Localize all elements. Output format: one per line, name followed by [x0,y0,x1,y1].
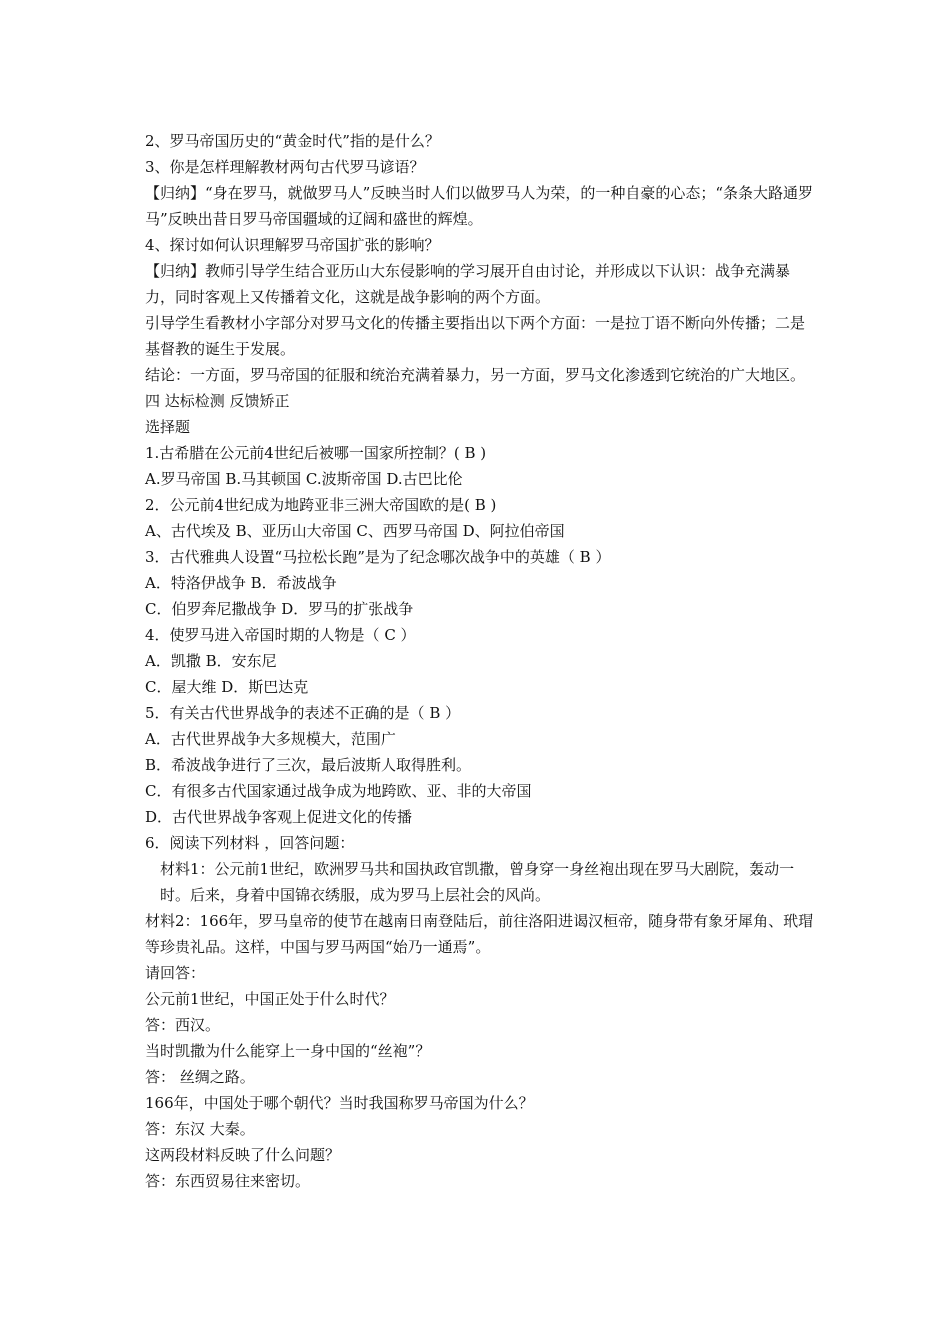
document-page [145,128,815,1194]
sub-question-2: 当时凯撒为什么能穿上一身中国的“丝袍”？ [145,1042,431,1060]
mc-options-2: A、古代埃及 B、亚历山大帝国 C、西罗马帝国 D、阿拉伯帝国 [145,522,565,540]
answer-3: 答：东汉 大秦。 [145,1120,255,1138]
multiple-choice-heading: 选择题 [145,418,191,436]
mc-option-5b: B．希波战争进行了三次，最后波斯人取得胜利。 [145,756,472,774]
summary-expansion: 【归纳】教师引导学生结合亚历山大东侵影响的学习展开自由讨论，并形成以下认识：战争充满暴力，同时客观上又传播着文化，这就是战争影响的两个方面。 [145,262,791,306]
mc-options-4a: A．凯撒 B．安东尼 [145,652,277,670]
mc-options-3b: C．伯罗奔尼撒战争 D．罗马的扩张战争 [145,600,414,618]
mc-option-5c: C．有很多古代国家通过战争成为地跨欧、亚、非的大帝国 [145,782,532,800]
mc-options-4b: C．屋大维 D．斯巴达克 [145,678,309,696]
question-2: 2、罗马帝国历史的“黄金时代”指的是什么？ [145,132,440,150]
answer-1: 答：西汉。 [145,1016,221,1034]
answer-4: 答：东西贸易往来密切。 [145,1172,311,1190]
question-3: 3、你是怎样理解教材两句古代罗马谚语？ [145,158,425,176]
mc-question-5: 5．有关古代世界战争的表述不正确的是（ B ） [145,704,461,722]
section-heading-4: 四 达标检测 反馈矫正 [145,392,290,410]
mc-question-3: 3．古代雅典人设置“马拉松长跑”是为了纪念哪次战争中的英雄（ B ） [145,548,611,566]
material-1: 材料1：公元前1世纪，欧洲罗马共和国执政官凯撒，曾身穿一身丝袍出现在罗马大剧院，轰动一时。后来，身着中国锦衣绣服，成为罗马上层社会的风尚。 [160,860,795,904]
please-answer: 请回答： [145,964,206,982]
mc-question-2: 2．公元前4世纪成为地跨亚非三洲大帝国欧的是( B ) [145,496,497,514]
mc-question-1: 1.古希腊在公元前4世纪后被哪一国家所控制？( B ) [145,444,487,462]
mc-option-5a: A．古代世界战争大多规模大，范围广 [145,730,396,748]
guide-roman-culture: 引导学生看教材小字部分对罗马文化的传播主要指出以下两个方面：一是拉丁语不断向外传播；二是基督教的诞生于发展。 [145,314,806,358]
conclusion: 结论：一方面，罗马帝国的征服和统治充满着暴力，另一方面，罗马文化渗透到它统治的广大地区。 [145,366,806,384]
mc-options-3a: A．特洛伊战争 B．希波战争 [145,574,337,592]
mc-options-1: A.罗马帝国 B.马其顿国 C.波斯帝国 D.古巴比伦 [145,470,463,488]
reading-question-6: 6．阅读下列材料 ，回答问题： [145,834,355,852]
sub-question-3: 166年，中国处于哪个朝代？当时我国称罗马帝国为什么？ [145,1094,534,1112]
sub-question-1: 公元前1世纪，中国正处于什么时代？ [145,990,395,1008]
answer-2: 答： 丝绸之路。 [145,1068,255,1086]
mc-question-4: 4．使罗马进入帝国时期的人物是（ C ） [145,626,416,644]
question-4: 4、探讨如何认识理解罗马帝国扩张的影响？ [145,236,440,254]
material-2: 材料2：166年，罗马皇帝的使节在越南日南登陆后，前往洛阳进谒汉桓帝，随身带有象牙犀角、玳瑁等珍贵礼品。这样，中国与罗马两国“始乃一通焉”。 [145,912,814,956]
summary-proverbs: 【归纳】“身在罗马，就做罗马人”反映当时人们以做罗马人为荣，的一种自豪的心态；“条条大路通罗马”反映出昔日罗马帝国疆域的辽阔和盛世的辉煌。 [145,184,814,228]
sub-question-4: 这两段材料反映了什么问题？ [145,1146,341,1164]
mc-option-5d: D．古代世界战争客观上促进文化的传播 [145,808,413,826]
